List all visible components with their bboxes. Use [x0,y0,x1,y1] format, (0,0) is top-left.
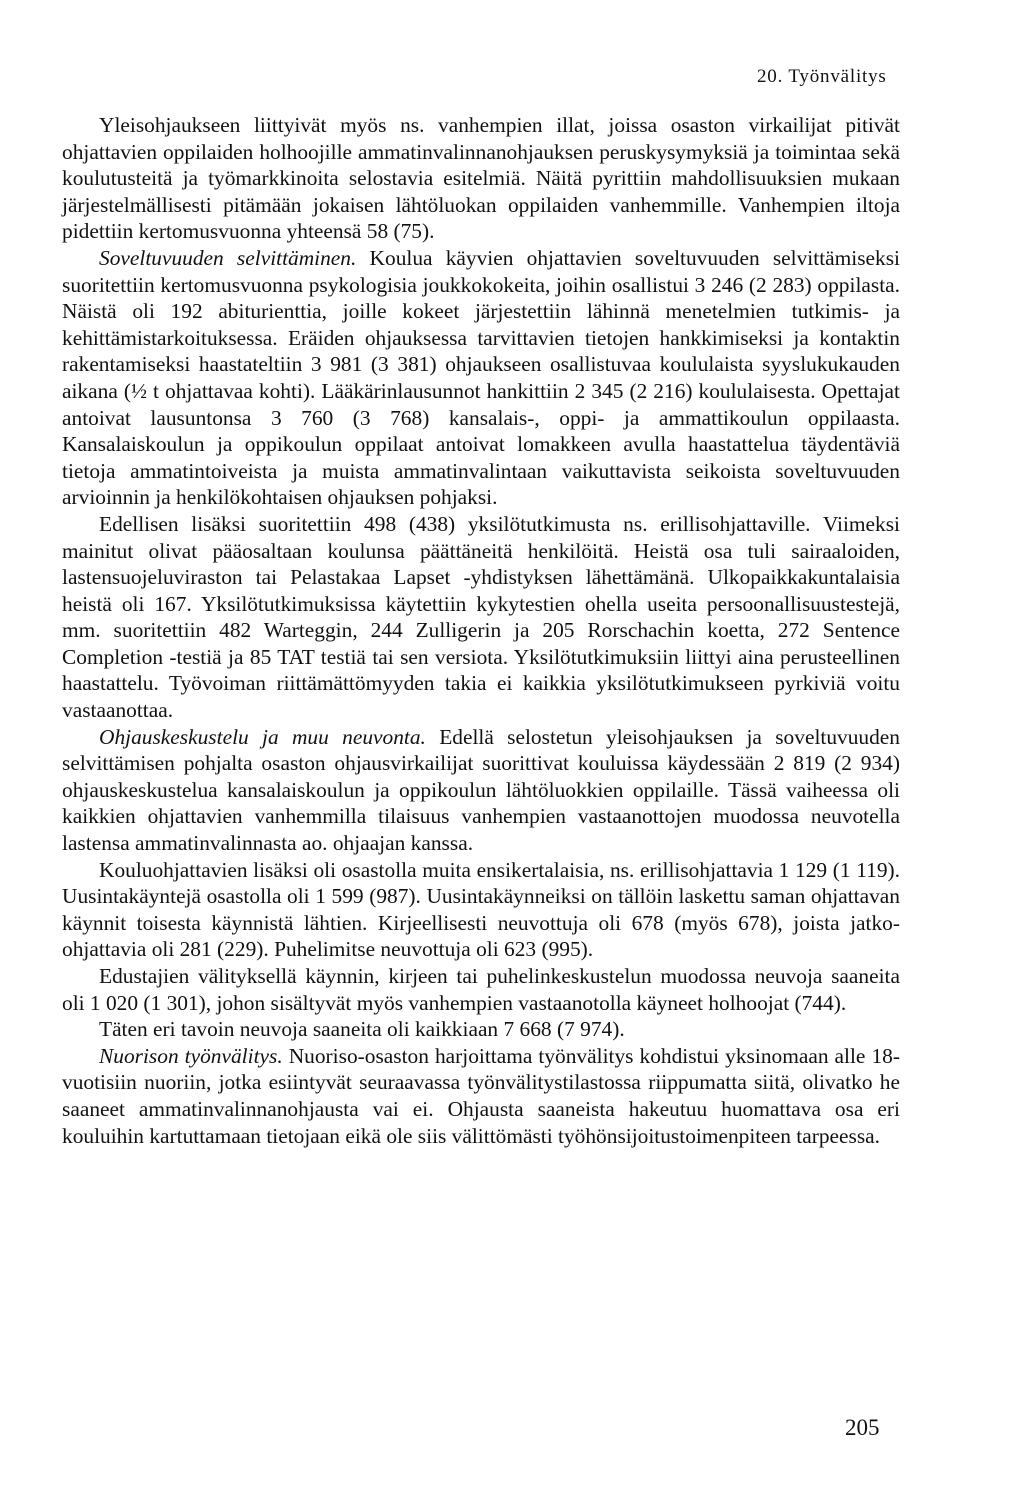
paragraph-other-first-timers [62,857,900,963]
paragraph-youth-employment [62,1043,900,1149]
paragraph-parents-evenings [62,112,900,245]
running-head: 20. Työnvälitys [757,66,887,87]
paragraph-text: Kouluohjattavien lisäksi oli osastolla muita ensikertalaisia, ns. erillisohjattavia 1 129 (1 119). Uusintakäyntejä osastolla oli 1 599 (987). Uusintakäynneiksi on tällöin laskettu saman ohjattavan käynnit toisesta käynnistä lähtien. Kirjeellisesti neuvottuja oli 678 (myös 678), joista jatko-ohjattavia oli 281 (229). Puhelimitse neuvottuja oli 623 (995). [62,857,900,962]
paragraph-text: Täten eri tavoin neuvoja saaneita oli kaikkiaan 7 668 (7 974). [99,1017,625,1042]
paragraph-text: Edellä selostetun yleisohjauksen ja soveltuvuuden selvittämisen pohjalta osaston ohjausvirkailijat suorittivat kouluissa käydessään 2 819 (2 934) ohjauskeskustelua kansalaiskoulun ja oppikoulun lähtöluokkien oppilaille. Tässä vaiheessa oli kaikkien ohjattavien vanhemmilla tilaisuus vanhempien vastaanottojen muodossa neuvotella lastensa ammatinvalinnasta ao. ohjaajan kanssa. [62,724,900,856]
body-text [62,112,900,1149]
paragraph-aptitude-assessment [62,245,900,511]
page-number: 205 [845,1415,880,1440]
paragraph-text: Yleisohjaukseen liittyivät myös ns. vanhempien illat, joissa osaston virkailijat pitivät ohjattavien oppilaiden holhoojille ammatinvalinnanohjauksen peruskysymyksiä ja toimintaa sekä koulutusteitä ja työmarkkinoita selostavia esitelmiä. Näitä pyrittiin mahdollisuuksien mukaan järjestelmällisesti pitämään jokaisen lähtöluokan oppilaiden vanhemmille. Vanhempien iltoja pidettiin kertomusvuonna yhteensä 58 (75). [62,113,900,244]
paragraph-text: Edellisen lisäksi suoritettiin 498 (438) yksilötutkimusta ns. erillisohjattaville. Viimeksi mainitut olivat pääosaltaan koulunsa päättäneitä henkilöitä. Heistä osa tuli sairaaloiden, lastensuojeluviraston tai Pelastakaa Lapset -yhdistyksen lähettämänä. Ulkopaikkakuntalaisia heistä oli 167. Yksilötutkimuksissa käytettiin kykytestien ohella useita persoonallisuustestejä, mm. suoritettiin 482 Warteggin, 244 Zulligerin ja 205 Rorschachin koetta, 272 Sentence Completion -testiä ja 85 TAT testiä tai sen versiota. Yksilötutkimuksiin liittyi aina perusteellinen haastattelu. Työvoiman riittämättömyyden takia ei kaikkia yksilötutkimukseen pyrkiviä voitu vastaanottaa. [62,511,900,723]
paragraph-individual-studies [62,511,900,724]
paragraph-total-advised [62,1016,900,1043]
paragraph-guidance-discussions [62,724,900,857]
paragraph-heading: Ohjauskeskustelu ja muu neuvonta. [99,724,426,749]
paragraph-heading: Nuorison työnvälitys. [99,1043,283,1068]
paragraph-representatives [62,963,900,1016]
paragraph-text: Nuoriso-osaston harjoittama työnvälitys kohdistui yksinomaan alle 18-vuotisiin nuoriin, jotka esiintyvät seuraavassa työnvälitystilastossa riippumatta siitä, olivatko he saaneet ammatinvalinnanohjausta vai ei. Ohjausta saaneista hakeutuu huomattava osa eri kouluihin kartuttamaan tietojaan eikä ole siis välittömästi työhönsijoitustoimenpiteen tarpeessa. [62,1043,900,1148]
paragraph-text: Edustajien välityksellä käynnin, kirjeen tai puhelinkeskustelun muodossa neuvoja saaneita oli 1 020 (1 301), johon sisältyvät myös vanhempien vastaanotolla käyneet holhoojat (744). [62,964,900,1015]
paragraph-heading: Soveltuvuuden selvittäminen. [99,245,357,270]
paragraph-text: Koulua käyvien ohjattavien soveltuvuuden selvittämiseksi suoritettiin kertomusvuonna psykologisia joukkokokeita, joihin osallistui 3 246 (2 283) oppilasta. Näistä oli 192 abiturienttia, joille kokeet järjestettiin lähinnä menetelmien tutkimis- ja kehittämistarkoituksessa. Eräiden ohjauksessa tarvittavien tietojen hankkimiseksi ja kontaktin rakentamiseksi haastateltiin 3 981 (3 381) ohjaukseen osallistuvaa koululaista syyslukukauden aikana (½ t ohjattavaa kohti). Lääkärinlausunnot hankittiin 2 345 (2 216) koululaisesta. Opettajat antoivat lausuntonsa 3 760 (3 768) kansalais-, oppi- ja ammattikoulun oppilaasta. Kansalaiskoulun ja oppikoulun oppilaat antoivat lomakkeen avulla haastattelua täydentäviä tietoja ammatintoiveista ja muista ammatinvalintaan vaikuttavista seikoista soveltuvuuden arvioinnin ja henkilökohtaisen ohjauksen pohjaksi. [62,245,900,510]
